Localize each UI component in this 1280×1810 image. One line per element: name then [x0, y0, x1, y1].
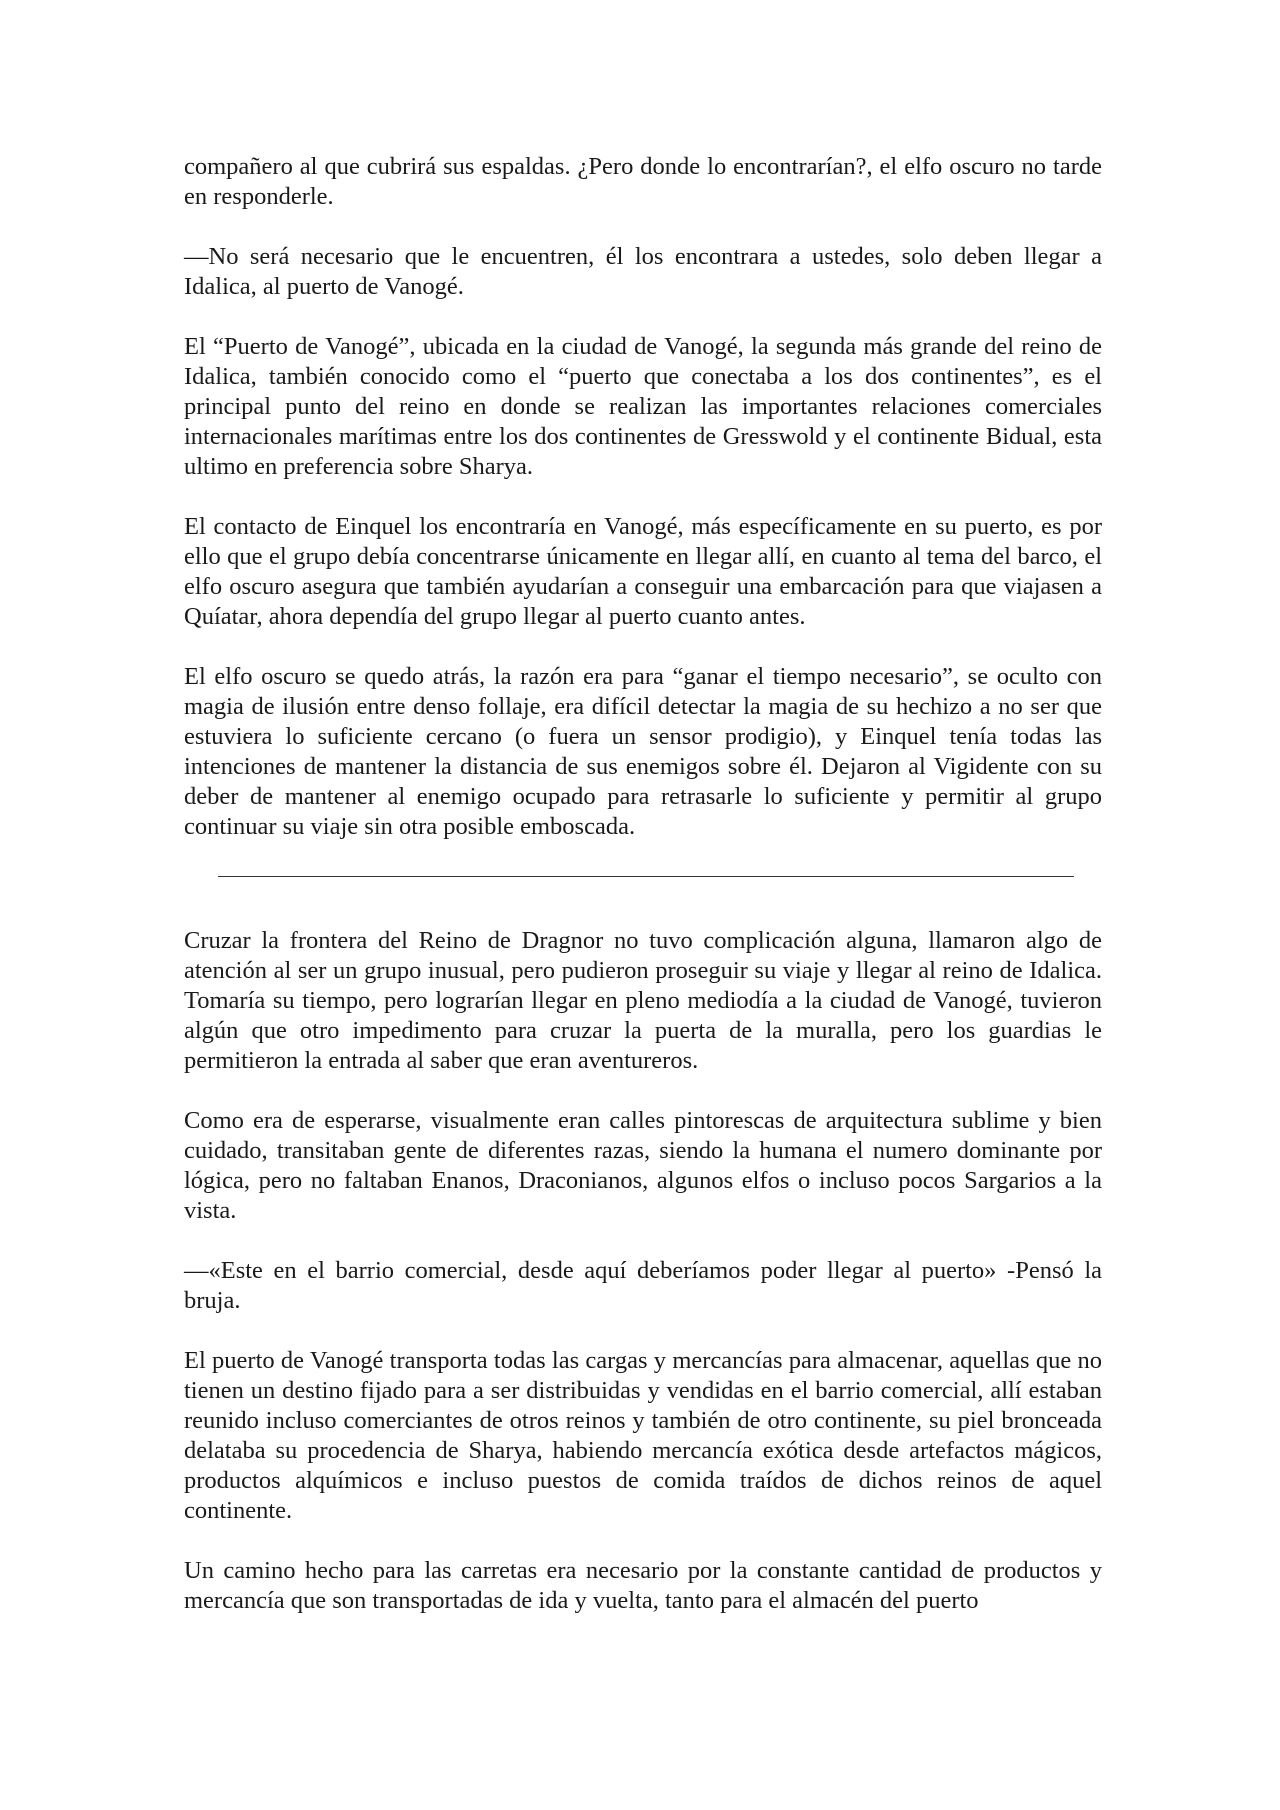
paragraph: Un camino hecho para las carretas era necesario por la constante cantidad de productos y mercancía que son transportadas de ida y vuelta, tanto para el almacén del puerto: [184, 1557, 1102, 1614]
paragraph: El “Puerto de Vanogé”, ubicada en la ciudad de Vanogé, la segunda más grande del reino de Idalica, también conocido como el “puerto que conectaba a los dos continentes”, es el principal punto del reino en donde se realizan las importantes relaciones comerciales internacionales marítimas entre los dos continentes de Gresswold y el continente Bidual, esta ultimo en preferencia sobre Sharya.: [184, 333, 1102, 480]
body-text: [184, 152, 1102, 1616]
paragraph: El contacto de Einquel los encontraría en Vanogé, más específicamente en su puerto, es por ello que el grupo debía concentrarse únicamente en llegar allí, en cuanto al tema del barco, el elfo oscuro asegura que también ayudarían a conseguir una embarcación para que viajasen a Quíatar, ahora dependía del grupo llegar al puerto cuanto antes.: [184, 513, 1102, 630]
paragraph: Cruzar la frontera del Reino de Dragnor no tuvo complicación alguna, llamaron algo de atención al ser un grupo inusual, pero pudieron proseguir su viaje y llegar al reino de Idalica. Tomaría su tiempo, pero lograrían llegar en pleno mediodía a la ciudad de Vanogé, tuvieron algún que otro impedimento para cruzar la puerta de la muralla, pero los guardias le permitieron la entrada al saber que eran aventureros.: [184, 927, 1102, 1074]
paragraph: compañero al que cubrirá sus espaldas. ¿Pero donde lo encontrarían?, el elfo oscuro no tarde en responderle.: [184, 153, 1102, 210]
paragraph: —«Este en el barrio comercial, desde aquí deberíamos poder llegar al puerto» -Pensó la bruja.: [184, 1257, 1102, 1314]
paragraph: —No será necesario que le encuentren, él los encontrara a ustedes, solo deben llegar a Idalica, al puerto de Vanogé.: [184, 243, 1102, 300]
paragraph: El elfo oscuro se quedo atrás, la razón era para “ganar el tiempo necesario”, se oculto con magia de ilusión entre denso follaje, era difícil detectar la magia de su hechizo a no ser que estuviera lo suficiente cercano (o fuera un sensor prodigio), y Einquel tenía todas las intenciones de mantener la distancia de sus enemigos sobre él. Dejaron al Vigidente con su deber de mantener al enemigo ocupado para retrasarle lo suficiente y permitir al grupo continuar su viaje sin otra posible emboscada.: [184, 663, 1102, 840]
paragraph: Como era de esperarse, visualmente eran calles pintorescas de arquitectura sublime y bien cuidado, transitaban gente de diferentes razas, siendo la humana el numero dominante por lógica, pero no faltaban Enanos, Draconianos, algunos elfos o incluso pocos Sargarios a la vista.: [184, 1107, 1102, 1224]
paragraph: El puerto de Vanogé transporta todas las cargas y mercancías para almacenar, aquellas que no tienen un destino fijado para a ser distribuidas y vendidas en el barrio comercial, allí estaban reunido incluso comerciantes de otros reinos y también de otro continente, su piel bronceada delataba su procedencia de Sharya, habiendo mercancía exótica desde artefactos mágicos, productos alquímicos e incluso puestos de comida traídos de dichos reinos de aquel continente.: [184, 1347, 1102, 1524]
